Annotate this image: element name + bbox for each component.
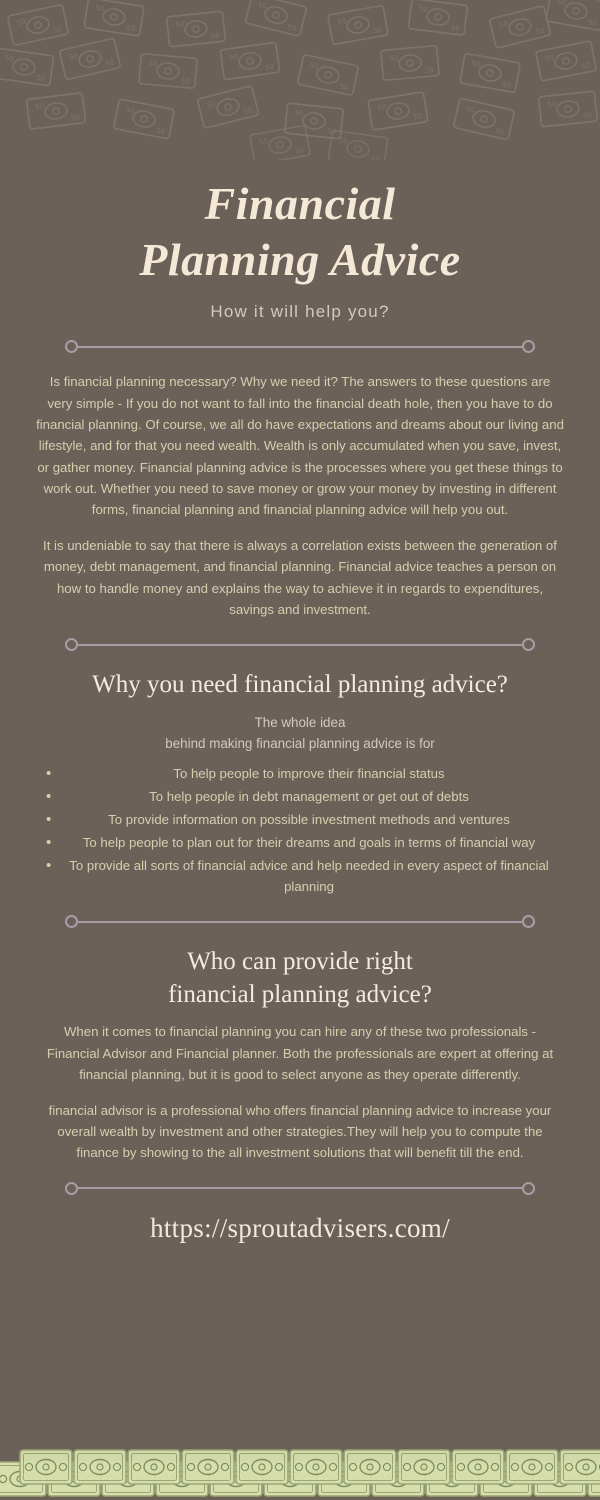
section-2-lead [28,712,572,755]
divider-dot-right [522,915,535,928]
page-subtitle: How it will help you? [210,302,390,322]
divider-line [78,644,522,646]
section-3-paragraph-2: financial advisor is a professional who offers financial planning advice to increase your overall wealth by investment and other strategies.They will help you to compute the finance by showing to the all investment solutions that will benefit till the end. [48,1102,552,1161]
footer-url[interactable]: https://sproutadvisers.com/ [150,1212,450,1243]
divider-3 [65,915,535,928]
divider-dot-right [522,1182,535,1195]
divider-line [78,346,522,348]
section-3-heading-line-1: Who can provide right [187,948,413,976]
list-item: • To help people in debt management or get out of debts [28,786,572,807]
divider-line [78,1187,522,1189]
section-3-heading [28,946,572,1011]
main-content [0,160,600,1244]
section-2-bullet-list [28,763,572,898]
intro-paragraph-1: Is financial planning necessary? Why we need it? The answers to these questions are very simple - If you do not want to fall into the financial death hole, then you have to do financial planning. Of course, we all do have expectations and dreams about our living and lifestyle, and for that you need wealth. Wealth is only accumulated when you save, invest, or gather money. Financial planning advice is the processes where you get these things to work out. Whether you need to save money or grow your money by investing in different forms, financial planning and financial planning advice will help you out. [36,374,564,518]
section-2-lead-line-1: The whole idea [254,714,346,730]
page-title-line-1: Financial [204,178,396,229]
divider-dot-right [522,638,535,651]
divider-4 [65,1182,535,1195]
intro-paragraph-2: It is undeniable to say that there is always a correlation exists between the generation of money, debt management, and financial planning. Financial advice teaches a person on how to handle money and explains the way to achieve it in regards to expenditures, savings and investment. [43,537,557,617]
list-item: • To provide all sorts of financial advice and help needed in every aspect of financial planning [28,855,572,897]
list-item: • To help people to plan out for their dreams and goals in terms of financial way [28,832,572,853]
list-item: • To provide information on possible investment methods and ventures [28,809,572,830]
banknote-row-pattern [0,1448,600,1500]
section-3-heading-line-2: financial planning advice? [168,980,432,1008]
list-item: • To help people to improve their financial status [28,763,572,784]
divider-dot-right [522,340,535,353]
section-3-paragraph-1: When it comes to financial planning you can hire any of these two professionals - Financial Advisor and Financial planner. Both the professionals are expert at offering at financial planning, but it is good to select anyone as they operate differently. [46,1024,554,1083]
divider-dot-left [65,1182,78,1195]
page-title [28,176,572,288]
divider-dot-left [65,915,78,928]
divider-dot-left [65,638,78,651]
section-2-heading: Why you need financial planning advice? [92,671,508,699]
section-2-lead-line-2: behind making financial planning advice is for [165,736,435,752]
divider-1 [65,340,535,353]
divider-2 [65,638,535,651]
divider-dot-left [65,340,78,353]
page-title-line-2: Planning Advice [139,234,461,286]
divider-line [78,921,522,923]
falling-banknotes-pattern: 50 50 [0,0,600,160]
